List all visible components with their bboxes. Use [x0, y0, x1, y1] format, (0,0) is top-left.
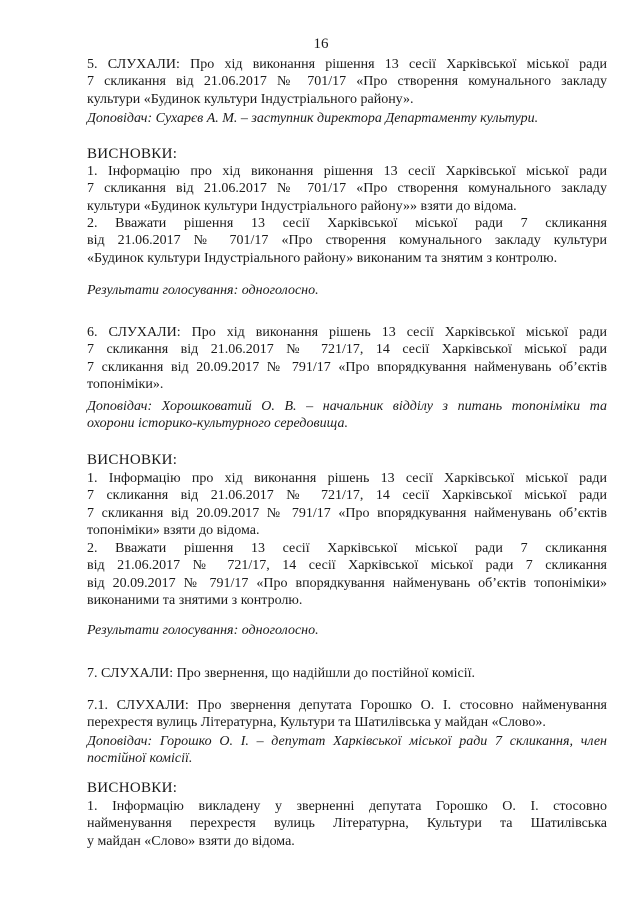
s5-heard [87, 56, 607, 108]
s5-conclusions-title: ВИСНОВКИ: [87, 146, 178, 162]
s6-heard-line: топоніміки». [87, 377, 164, 393]
s5-vote: Результати голосування: одноголосно. [87, 283, 319, 298]
s6-conclusion-1 [87, 470, 607, 540]
s7-speaker [87, 733, 607, 768]
s6-c1-line: 1. Інформацію про хід виконання рішень 13 сесії Харківської міської ради [87, 471, 607, 486]
s6-c1-line: 7 скликання від 21.06.2017 № 721/17, 14 сесії Харківської міської ради [87, 488, 607, 504]
s6-c2-line: від 21.06.2017 № 721/17, 14 сесії Харківської міської ради 7 скликання [87, 558, 607, 574]
s6-c2-line: від 20.09.2017 № 791/17 «Про впорядкування найменувань об’єктів топоніміки» [87, 575, 607, 591]
s6-speaker [87, 398, 607, 433]
s7-heard: 7. СЛУХАЛИ: Про звернення, що надійшли до постійної комісії. [87, 666, 476, 681]
s5-heard-line: культури «Будинок культури Індустріального району». [87, 91, 414, 107]
s5-c1-line: 7 скликання від 21.06.2017 № 701/17 «Про створення комунального закладу [87, 181, 607, 197]
s5-c2-line: «Будинок культури Індустріального району» виконаним та знятим з контролю. [87, 250, 558, 266]
page-number: 16 [313, 36, 329, 52]
s7-c1-line: 1. Інформацію викладену у зверненні депутата Горошко О. І. стосовно [87, 799, 607, 814]
s6-heard [87, 324, 607, 394]
s6-heard-line: 7 скликання від 20.09.2017 № 791/17 «Про впорядкування найменувань об’єктів [87, 359, 607, 375]
s7-conclusions-title: ВИСНОВКИ: [87, 780, 178, 796]
s5-c2-line: 2. Вважати рішення 13 сесії Харківської міської ради 7 скликання [87, 216, 607, 231]
s6-heard-line: 6. СЛУХАЛИ: Про хід виконання рішень 13 сесії Харківської міської ради [87, 325, 607, 340]
s6-conclusions-title: ВИСНОВКИ: [87, 452, 178, 468]
s5-heard-line: 7 скликання від 21.06.2017 № 701/17 «Про створення комунального закладу [87, 74, 607, 90]
s7-conclusion-1 [87, 798, 607, 850]
s6-speaker-line: охорони історико-культурного середовища. [87, 416, 348, 432]
s6-c1-line: топоніміки» взяти до відома. [87, 523, 260, 539]
s7-speaker-line: Доповідач: Горошко О. І. – депутат Харківської міської ради 7 скликання, член [87, 734, 607, 749]
s5-heard-line: 5. СЛУХАЛИ: Про хід виконання рішення 13 сесії Харківської міської ради [87, 57, 607, 72]
s7-1-heard [87, 697, 607, 732]
s6-heard-line: 7 скликання від 21.06.2017 № 721/17, 14 сесії Харківської міської ради [87, 342, 607, 358]
s6-c1-line: 7 скликання від 20.09.2017 № 791/17 «Про впорядкування найменувань об’єктів [87, 505, 607, 521]
s7-speaker-line: постійної комісії. [87, 751, 193, 767]
s5-conclusion-1 [87, 163, 607, 215]
s6-speaker-line: Доповідач: Хорошковатий О. В. – начальник відділу з питань топоніміки та [87, 399, 607, 414]
s7-c1-line: у майдан «Слово» взяти до відома. [87, 833, 295, 849]
s5-c2-line: від 21.06.2017 № 701/17 «Про створення комунального закладу культури [87, 233, 607, 249]
s6-c2-line: виконаними та знятими з контролю. [87, 593, 303, 609]
s5-conclusion-2 [87, 215, 607, 267]
s5-speaker: Доповідач: Сухарєв А. М. – заступник директора Департаменту культури. [87, 111, 539, 126]
s6-conclusion-2 [87, 540, 607, 610]
s6-c2-line: 2. Вважати рішення 13 сесії Харківської міської ради 7 скликання [87, 541, 607, 556]
s7-c1-line: найменування перехрестя вулиць Літературна, Культури та Шатилівська [87, 816, 607, 832]
s7-1-heard-line: перехрестя вулиць Літературна, Культури та Шатилівська у майдан «Слово». [87, 715, 546, 731]
s5-c1-line: 1. Інформацію про хід виконання рішення 13 сесії Харківської міської ради [87, 164, 607, 179]
s6-vote: Результати голосування: одноголосно. [87, 623, 319, 638]
s5-c1-line: культури «Будинок культури Індустріального району»» взяти до відома. [87, 198, 517, 214]
s7-1-heard-line: 7.1. СЛУХАЛИ: Про звернення депутата Горошко О. І. стосовно найменування [87, 698, 607, 713]
